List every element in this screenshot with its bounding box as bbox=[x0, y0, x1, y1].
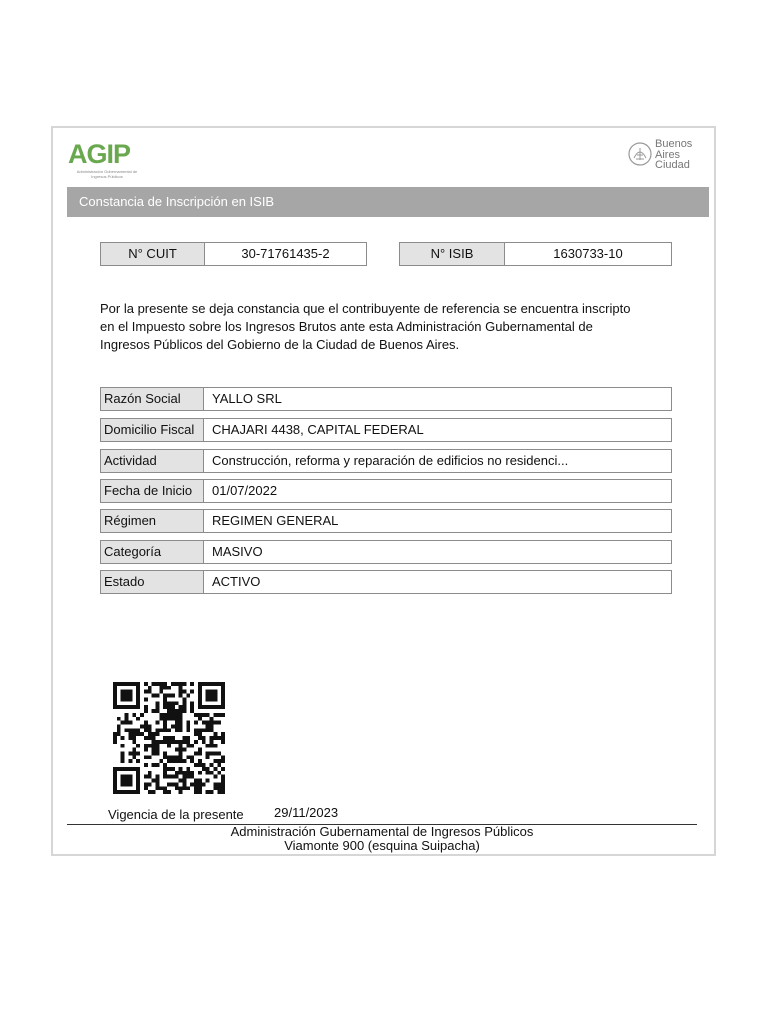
paragraph-line-3: Ingresos Públicos del Gobierno de la Ciudad de Buenos Aires. bbox=[100, 337, 460, 352]
detail-row-domicilio-fiscal bbox=[100, 418, 672, 442]
footer-line-2: Viamonte 900 (esquina Suipacha) bbox=[284, 838, 480, 853]
paragraph-line-1: Por la presente se deja constancia que el contribuyente de referencia se encuentra inscripto bbox=[100, 301, 631, 316]
ba-logo-line-3: Ciudad bbox=[655, 159, 690, 171]
buenos-aires-logo-text bbox=[655, 139, 692, 171]
detail-label: Domicilio Fiscal bbox=[101, 419, 204, 441]
detail-label: Actividad bbox=[101, 450, 204, 472]
isib-box bbox=[399, 242, 672, 266]
detail-label: Categoría bbox=[101, 541, 204, 563]
detail-row-actividad bbox=[100, 449, 672, 473]
validity-date: 29/11/2023 bbox=[274, 805, 339, 820]
isib-value: 1630733-10 bbox=[553, 246, 623, 261]
footer bbox=[67, 825, 697, 853]
paragraph-line-2: en el Impuesto sobre los Ingresos Brutos ante esta Administración Gubernamental de bbox=[100, 319, 593, 334]
detail-row-categoria bbox=[100, 540, 672, 564]
document-title: Constancia de Inscripción en ISIB bbox=[67, 187, 709, 217]
cuit-label: N° CUIT bbox=[101, 243, 205, 265]
detail-row-razon-social bbox=[100, 387, 672, 411]
detail-value: MASIVO bbox=[212, 544, 263, 559]
detail-value: CHAJARI 4438, CAPITAL FEDERAL bbox=[212, 422, 424, 437]
detail-label: Estado bbox=[101, 571, 204, 593]
detail-label: Razón Social bbox=[101, 388, 204, 410]
ba-logo-line-2: Aires bbox=[655, 148, 681, 161]
agip-logo-text: AGIP bbox=[68, 139, 131, 169]
qr-code bbox=[109, 682, 229, 794]
detail-value: 01/07/2022 bbox=[212, 483, 278, 498]
detail-value: REGIMEN GENERAL bbox=[212, 513, 339, 528]
detail-value: YALLO SRL bbox=[212, 391, 282, 406]
cuit-value: 30-71761435-2 bbox=[241, 246, 330, 261]
document-page bbox=[51, 126, 716, 856]
detail-row-fecha-inicio bbox=[100, 479, 672, 503]
cuit-box bbox=[100, 242, 367, 266]
agip-logo bbox=[68, 140, 138, 180]
buenos-aires-logo bbox=[628, 139, 708, 173]
detail-label: Régimen bbox=[101, 510, 204, 532]
ba-logo-line-1: Buenos bbox=[655, 138, 693, 150]
validity-label: Vigencia de la presente bbox=[108, 807, 244, 822]
agip-logo-subtext: Administración Gubernamental de Ingresos Públicos bbox=[76, 169, 138, 179]
detail-label: Fecha de Inicio bbox=[101, 480, 204, 502]
isib-label: N° ISIB bbox=[400, 243, 505, 265]
detail-value: ACTIVO bbox=[212, 574, 261, 589]
certification-paragraph bbox=[100, 300, 640, 354]
detail-value: Construcción, reforma y reparación de edificios no residenci... bbox=[212, 453, 569, 468]
buenos-aires-emblem-icon bbox=[628, 142, 652, 166]
detail-row-estado bbox=[100, 570, 672, 594]
detail-row-regimen bbox=[100, 509, 672, 533]
footer-line-1: Administración Gubernamental de Ingresos Públicos bbox=[230, 824, 534, 839]
